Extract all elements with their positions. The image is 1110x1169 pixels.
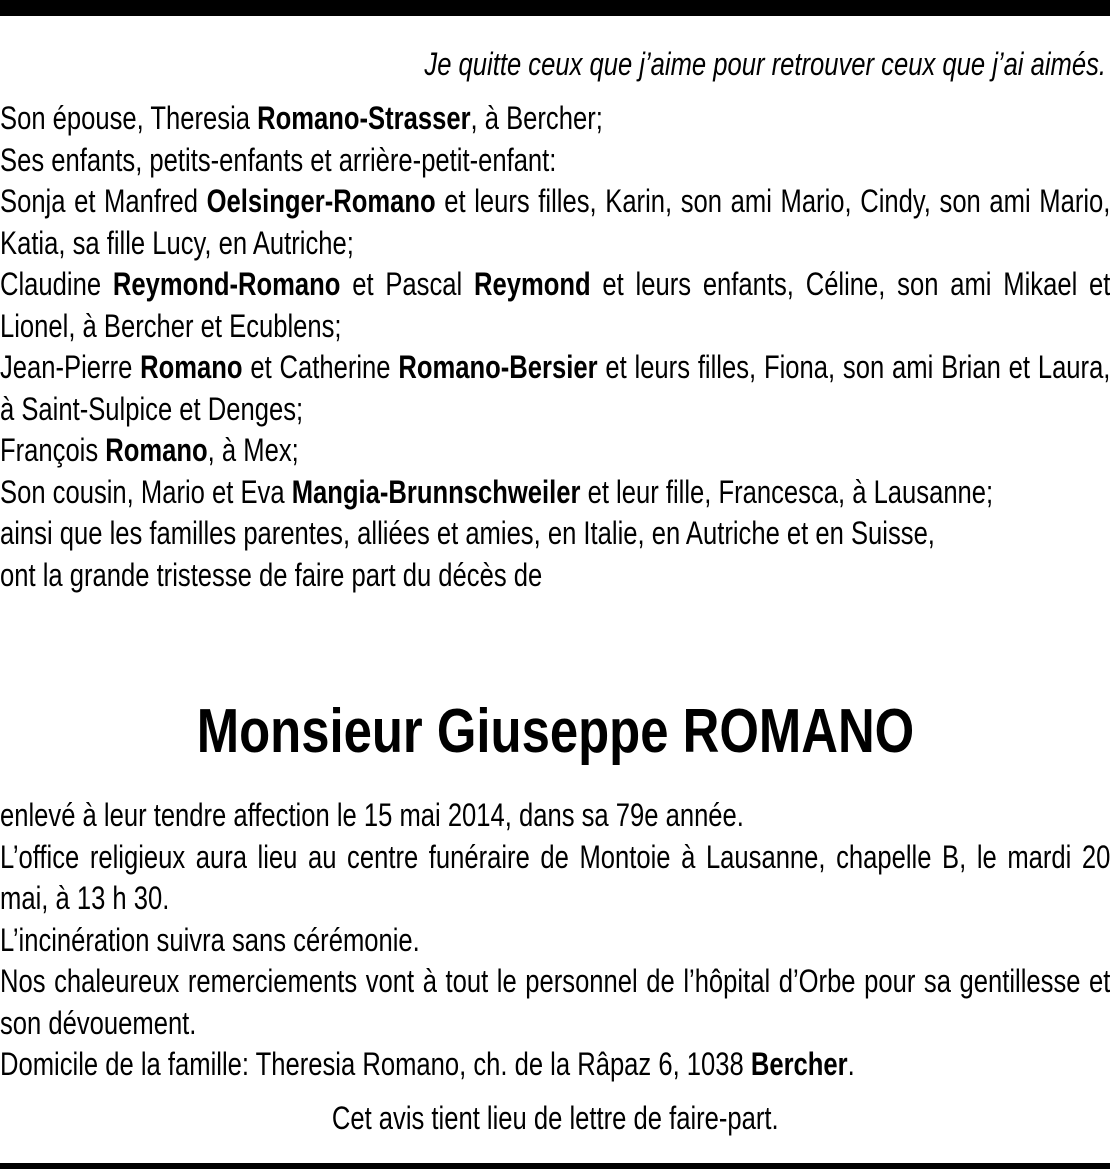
surname-bold: Romano xyxy=(140,349,243,385)
details-paragraph xyxy=(0,795,1110,837)
text-run: et leurs filles, Fiona, son ami Brian et Laura, à Saint-Sulpice et Denges; xyxy=(0,349,1110,427)
family-paragraph xyxy=(0,430,1110,472)
text-run: Sonja et Manfred xyxy=(0,183,207,219)
family-paragraph xyxy=(0,347,1110,430)
text-run: Domicile de la famille: Theresia Romano, ch. de la Râpaz 6, 1038 xyxy=(0,1046,751,1082)
text-run: et Pascal xyxy=(340,266,474,302)
text-run: et Catherine xyxy=(242,349,399,385)
text-run: François xyxy=(0,432,106,468)
surname-bold: Romano xyxy=(105,432,208,468)
family-paragraph xyxy=(0,181,1110,264)
family-paragraph xyxy=(0,264,1110,347)
text-run: , à Mex; xyxy=(207,432,299,468)
text-run: . xyxy=(847,1046,855,1082)
details-paragraph xyxy=(0,920,1110,962)
text-run: et leur fille, Francesca, à Lausanne; xyxy=(580,473,994,510)
text-run: enlevé à leur tendre affection le 15 mai 2014, dans sa 79e année. xyxy=(0,797,744,833)
text-run: Nos chaleureux remerciements vont à tout le personnel de l’hôpital d’Orbe pour sa gentillesse et son dévouement. xyxy=(0,963,1110,1041)
surname-bold: Romano-Strasser xyxy=(257,100,471,136)
family-paragraph xyxy=(0,555,1110,597)
surname-bold: Reymond-Romano xyxy=(112,266,341,302)
closing-note-text: Cet avis tient lieu de lettre de faire-part. xyxy=(331,1100,779,1136)
text-run: Claudine xyxy=(0,266,113,302)
family-list xyxy=(0,98,1110,596)
text-run: et leurs enfants, Céline, son ami Mikael et Lionel, à Bercher et Ecublens; xyxy=(0,266,1110,344)
text-run: ont la grande tristesse de faire part du décès de xyxy=(0,556,543,593)
text-run: Son cousin, Mario et Eva xyxy=(0,473,292,510)
service-details xyxy=(0,795,1110,1086)
text-run: L’incinération suivra sans cérémonie. xyxy=(0,921,420,958)
surname-bold: Oelsinger-Romano xyxy=(206,183,436,219)
closing-note xyxy=(0,1098,1110,1138)
deceased-name-text: Monsieur Giuseppe ROMANO xyxy=(196,697,914,766)
text-run: , à Bercher; xyxy=(470,100,603,136)
family-paragraph xyxy=(0,98,1110,140)
family-paragraph xyxy=(0,472,1110,514)
bottom-border xyxy=(0,1163,1110,1169)
epigraph-quote: Je quitte ceux que j’aime pour retrouver ceux que j’ai aimés. xyxy=(424,46,1106,82)
family-paragraph xyxy=(0,513,1110,555)
text-run: L’office religieux aura lieu au centre funéraire de Montoie à Lausanne, chapelle B, le mardi 20 mai, à 13 h 30. xyxy=(0,838,1110,916)
text-run: Jean-Pierre xyxy=(0,349,141,385)
details-paragraph xyxy=(0,961,1110,1044)
surname-bold: Mangia-Brunnschweiler xyxy=(291,473,581,510)
deceased-name xyxy=(0,697,1110,766)
text-run: ainsi que les familles parentes, alliées et amies, en Italie, en Autriche et en Suisse, xyxy=(0,515,935,551)
surname-bold: Romano-Bersier xyxy=(398,349,598,385)
text-run: Son épouse, Theresia xyxy=(0,100,258,136)
surname-bold: Reymond xyxy=(473,266,591,302)
details-paragraph xyxy=(0,1044,1110,1086)
text-run: et leurs filles, Karin, son ami Mario, Cindy, son ami Mario, Katia, sa fille Lucy, en Autriche; xyxy=(0,183,1110,261)
details-paragraph xyxy=(0,837,1110,920)
surname-bold: Bercher xyxy=(750,1046,848,1082)
family-paragraph xyxy=(0,140,1110,182)
top-border xyxy=(0,0,1110,16)
text-run: Ses enfants, petits-enfants et arrière-petit-enfant: xyxy=(0,141,557,178)
